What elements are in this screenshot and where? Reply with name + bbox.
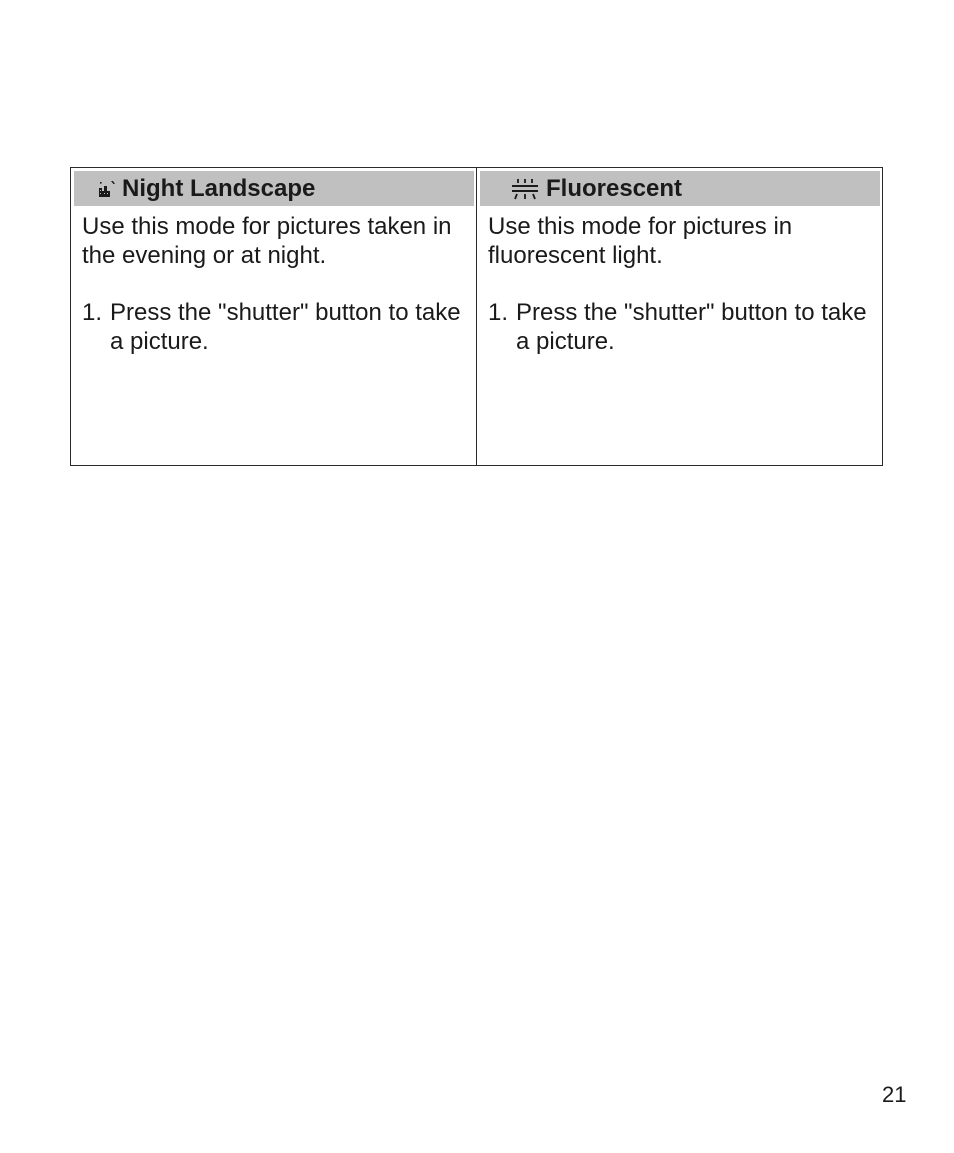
night-landscape-steps (82, 299, 468, 356)
step-number: 1. (82, 299, 103, 326)
night-landscape-title: Night Landscape (122, 174, 316, 202)
mode-table (70, 167, 883, 466)
step-number: 1. (488, 299, 509, 326)
night-landscape-header (74, 171, 474, 206)
fluorescent-icon (510, 178, 540, 200)
fluorescent-steps (488, 299, 874, 356)
step-item (488, 299, 874, 356)
page-number: 21 (882, 1082, 907, 1107)
fluorescent-column (477, 168, 882, 465)
night-landscape-icon (96, 179, 116, 199)
night-landscape-description: Use this mode for pictures taken in the evening or at night. (82, 213, 452, 269)
step-text: Press the "shutter" button to take a picture. (516, 299, 867, 355)
fluorescent-header (480, 171, 880, 206)
step-item (82, 299, 468, 356)
night-landscape-body (82, 213, 468, 356)
night-landscape-column (71, 168, 477, 465)
fluorescent-body (488, 213, 874, 356)
step-text: Press the "shutter" button to take a picture. (110, 299, 461, 355)
fluorescent-title: Fluorescent (546, 174, 683, 202)
fluorescent-description: Use this mode for pictures in fluorescent light. (488, 213, 793, 269)
